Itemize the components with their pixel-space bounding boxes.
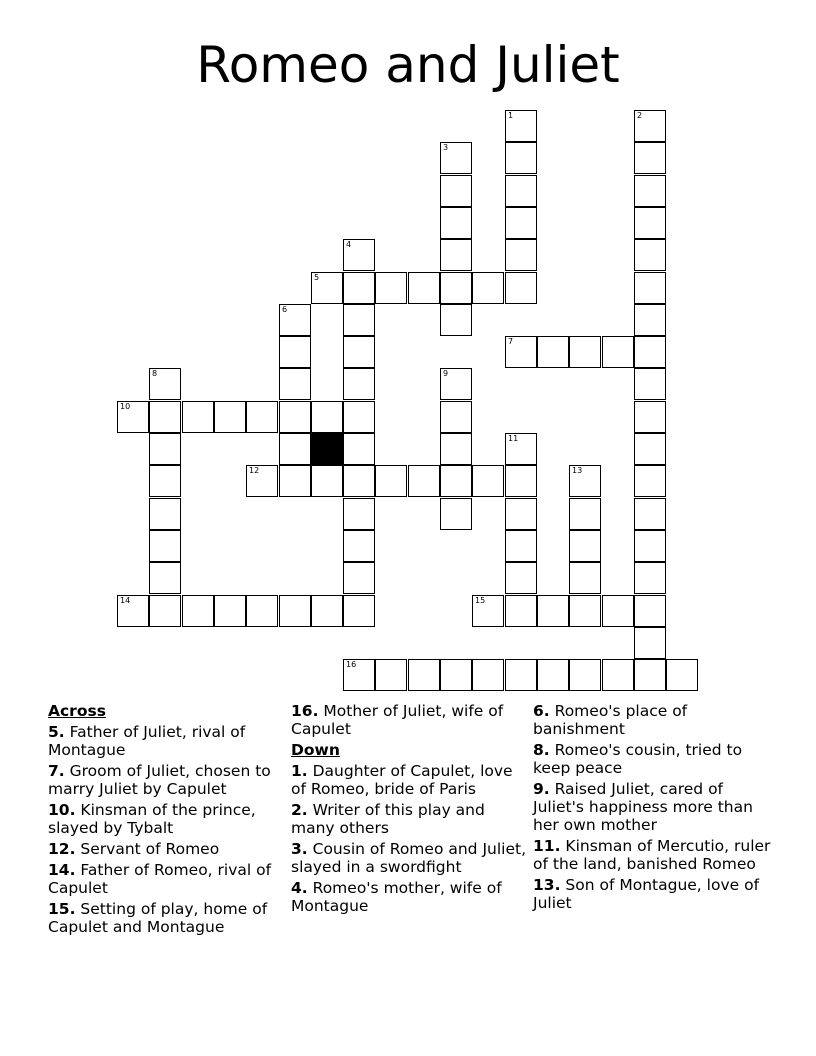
grid-cell[interactable]: [440, 465, 472, 497]
grid-cell[interactable]: [279, 368, 311, 400]
grid-cell[interactable]: [279, 595, 311, 627]
grid-cell[interactable]: [343, 368, 375, 400]
clue-down-9: 9. Raised Juliet, cared of Juliet's happiness more than her own mother: [533, 780, 753, 834]
grid-cell[interactable]: [505, 595, 537, 627]
grid-cell[interactable]: [408, 465, 440, 497]
clue-across-15: 15. Setting of play, home of Capulet and Montague: [48, 900, 268, 936]
grid-cell[interactable]: [440, 368, 472, 400]
grid-cell[interactable]: [472, 465, 504, 497]
grid-cell[interactable]: [343, 659, 375, 691]
grid-cell[interactable]: [375, 272, 407, 304]
grid-cell[interactable]: [505, 659, 537, 691]
grid-cell[interactable]: [634, 433, 666, 465]
grid-cell[interactable]: [279, 401, 311, 433]
grid-cell[interactable]: [537, 659, 569, 691]
clue-down-4: 4. Romeo's mother, wife of Montague: [291, 879, 502, 915]
cell-number: 5: [314, 273, 320, 282]
grid-cell[interactable]: [408, 659, 440, 691]
grid-cell[interactable]: [343, 336, 375, 368]
grid-cell[interactable]: [602, 659, 634, 691]
grid-cell[interactable]: [440, 272, 472, 304]
grid-cell[interactable]: [666, 659, 698, 691]
grid-cell[interactable]: [311, 595, 343, 627]
grid-cell[interactable]: [505, 562, 537, 594]
grid-cell[interactable]: [343, 530, 375, 562]
grid-cell[interactable]: [602, 336, 634, 368]
grid-cell[interactable]: [279, 336, 311, 368]
grid-cell[interactable]: [279, 465, 311, 497]
grid-cell[interactable]: [246, 401, 278, 433]
grid-cell[interactable]: [149, 401, 181, 433]
grid-cell[interactable]: [343, 304, 375, 336]
grid-cell[interactable]: [343, 562, 375, 594]
cell-number: 6: [282, 305, 288, 314]
grid-cell[interactable]: [149, 368, 181, 400]
grid-cell[interactable]: [246, 595, 278, 627]
clue-down-8: 8. Romeo's cousin, tried to keep peace: [533, 741, 743, 777]
grid-cell[interactable]: [537, 336, 569, 368]
cell-number: 2: [637, 111, 643, 120]
grid-cell[interactable]: [634, 336, 666, 368]
down-heading: Down: [291, 741, 340, 759]
grid-cell[interactable]: [569, 562, 601, 594]
grid-cell[interactable]: [634, 627, 666, 659]
grid-cell[interactable]: [149, 595, 181, 627]
grid-cell[interactable]: [634, 110, 666, 142]
clue-across-14: 14. Father of Romeo, rival of Capulet: [48, 861, 272, 897]
grid-cell[interactable]: [375, 465, 407, 497]
grid-cell[interactable]: [214, 595, 246, 627]
cell-number: 13: [572, 466, 583, 475]
grid-cell[interactable]: [472, 659, 504, 691]
grid-cell[interactable]: [343, 239, 375, 271]
clue-across-7: 7. Groom of Juliet, chosen to marry Juliet by Capulet: [48, 762, 271, 798]
grid-cell[interactable]: [569, 498, 601, 530]
grid-cell[interactable]: [440, 401, 472, 433]
grid-cell[interactable]: [343, 401, 375, 433]
grid-cell[interactable]: [634, 465, 666, 497]
cell-number: 16: [346, 660, 357, 669]
cell-number: 9: [443, 369, 449, 378]
grid-cell[interactable]: [602, 595, 634, 627]
clue-column-1: [48, 702, 280, 939]
grid-cell[interactable]: [311, 465, 343, 497]
grid-cell[interactable]: [634, 207, 666, 239]
grid-cell[interactable]: [279, 433, 311, 465]
grid-cell[interactable]: [149, 498, 181, 530]
grid-cell[interactable]: [182, 401, 214, 433]
cell-number: 15: [475, 596, 486, 605]
grid-cell[interactable]: [634, 659, 666, 691]
cell-number: 7: [508, 337, 514, 346]
grid-cell[interactable]: [505, 530, 537, 562]
grid-cell[interactable]: [375, 659, 407, 691]
grid-cell[interactable]: [440, 207, 472, 239]
grid-cell[interactable]: [505, 110, 537, 142]
grid-cell[interactable]: [569, 465, 601, 497]
grid-cell[interactable]: [634, 304, 666, 336]
cell-number: 14: [120, 596, 131, 605]
clue-column-2: [291, 702, 527, 918]
grid-cell[interactable]: [440, 175, 472, 207]
clue-across-5: 5. Father of Juliet, rival of Montague: [48, 723, 246, 759]
clue-across-10: 10. Kinsman of the prince, slayed by Tybalt: [48, 801, 256, 837]
clue-down-2: 2. Writer of this play and many others: [291, 801, 485, 837]
grid-cell[interactable]: [537, 595, 569, 627]
grid-cell[interactable]: [505, 498, 537, 530]
clue-down-3: 3. Cousin of Romeo and Juliet, slayed in a swordfight: [291, 840, 526, 876]
cell-number: 11: [508, 434, 519, 443]
cell-number: 12: [249, 466, 260, 475]
grid-cell[interactable]: [149, 465, 181, 497]
grid-cell-filled: [311, 433, 343, 465]
clue-across-16: 16. Mother of Juliet, wife of Capulet: [291, 702, 504, 738]
clue-across-12: 12. Servant of Romeo: [48, 840, 220, 858]
grid-cell[interactable]: [440, 304, 472, 336]
grid-cell[interactable]: [343, 498, 375, 530]
grid-cell[interactable]: [343, 433, 375, 465]
grid-cell[interactable]: [472, 595, 504, 627]
grid-cell[interactable]: [279, 304, 311, 336]
grid-cell[interactable]: [634, 498, 666, 530]
grid-cell[interactable]: [569, 530, 601, 562]
grid-cell[interactable]: [117, 401, 149, 433]
grid-cell[interactable]: [440, 433, 472, 465]
grid-cell[interactable]: [634, 530, 666, 562]
grid-cell[interactable]: [634, 562, 666, 594]
grid-cell[interactable]: [343, 595, 375, 627]
cell-number: 4: [346, 240, 352, 249]
grid-cell[interactable]: [634, 175, 666, 207]
grid-cell[interactable]: [440, 498, 472, 530]
across-heading: Across: [48, 702, 106, 720]
grid-cell[interactable]: [408, 272, 440, 304]
grid-cell[interactable]: [214, 401, 246, 433]
grid-cell[interactable]: [505, 272, 537, 304]
grid-cell[interactable]: [343, 465, 375, 497]
grid-cell[interactable]: [634, 239, 666, 271]
clue-down-6: 6. Romeo's place of banishment: [533, 702, 688, 738]
grid-cell[interactable]: [569, 595, 601, 627]
grid-cell[interactable]: [505, 207, 537, 239]
grid-cell[interactable]: [149, 530, 181, 562]
grid-cell[interactable]: [440, 142, 472, 174]
grid-cell[interactable]: [634, 595, 666, 627]
grid-cell[interactable]: [505, 175, 537, 207]
grid-cell[interactable]: [472, 272, 504, 304]
clue-down-13: 13. Son of Montague, love of Juliet: [533, 876, 760, 912]
grid-cell[interactable]: [440, 659, 472, 691]
clue-column-3: [533, 702, 773, 915]
page-title: Romeo and Juliet: [196, 36, 620, 94]
grid-cell[interactable]: [505, 239, 537, 271]
grid-cell[interactable]: [634, 401, 666, 433]
grid-cell[interactable]: [117, 595, 149, 627]
clue-down-11: 11. Kinsman of Mercutio, ruler of the land, banished Romeo: [533, 837, 771, 873]
grid-cell[interactable]: [343, 272, 375, 304]
grid-cell[interactable]: [569, 659, 601, 691]
grid-cell[interactable]: [505, 142, 537, 174]
cell-number: 3: [443, 143, 449, 152]
grid-cell[interactable]: [505, 465, 537, 497]
grid-cell[interactable]: [440, 239, 472, 271]
grid-cell[interactable]: [149, 562, 181, 594]
grid-cell[interactable]: [311, 401, 343, 433]
grid-cell[interactable]: [634, 142, 666, 174]
grid-cell[interactable]: [634, 272, 666, 304]
cell-number: 1: [508, 111, 514, 120]
clue-down-1: 1. Daughter of Capulet, love of Romeo, bride of Paris: [291, 762, 513, 798]
cell-number: 10: [120, 402, 131, 411]
grid-cell[interactable]: [246, 465, 278, 497]
grid-cell[interactable]: [505, 336, 537, 368]
grid-cell[interactable]: [505, 433, 537, 465]
grid-cell[interactable]: [182, 595, 214, 627]
grid-cell[interactable]: [569, 336, 601, 368]
grid-cell[interactable]: [634, 368, 666, 400]
cell-number: 8: [152, 369, 158, 378]
grid-cell[interactable]: [149, 433, 181, 465]
grid-cell[interactable]: [311, 272, 343, 304]
